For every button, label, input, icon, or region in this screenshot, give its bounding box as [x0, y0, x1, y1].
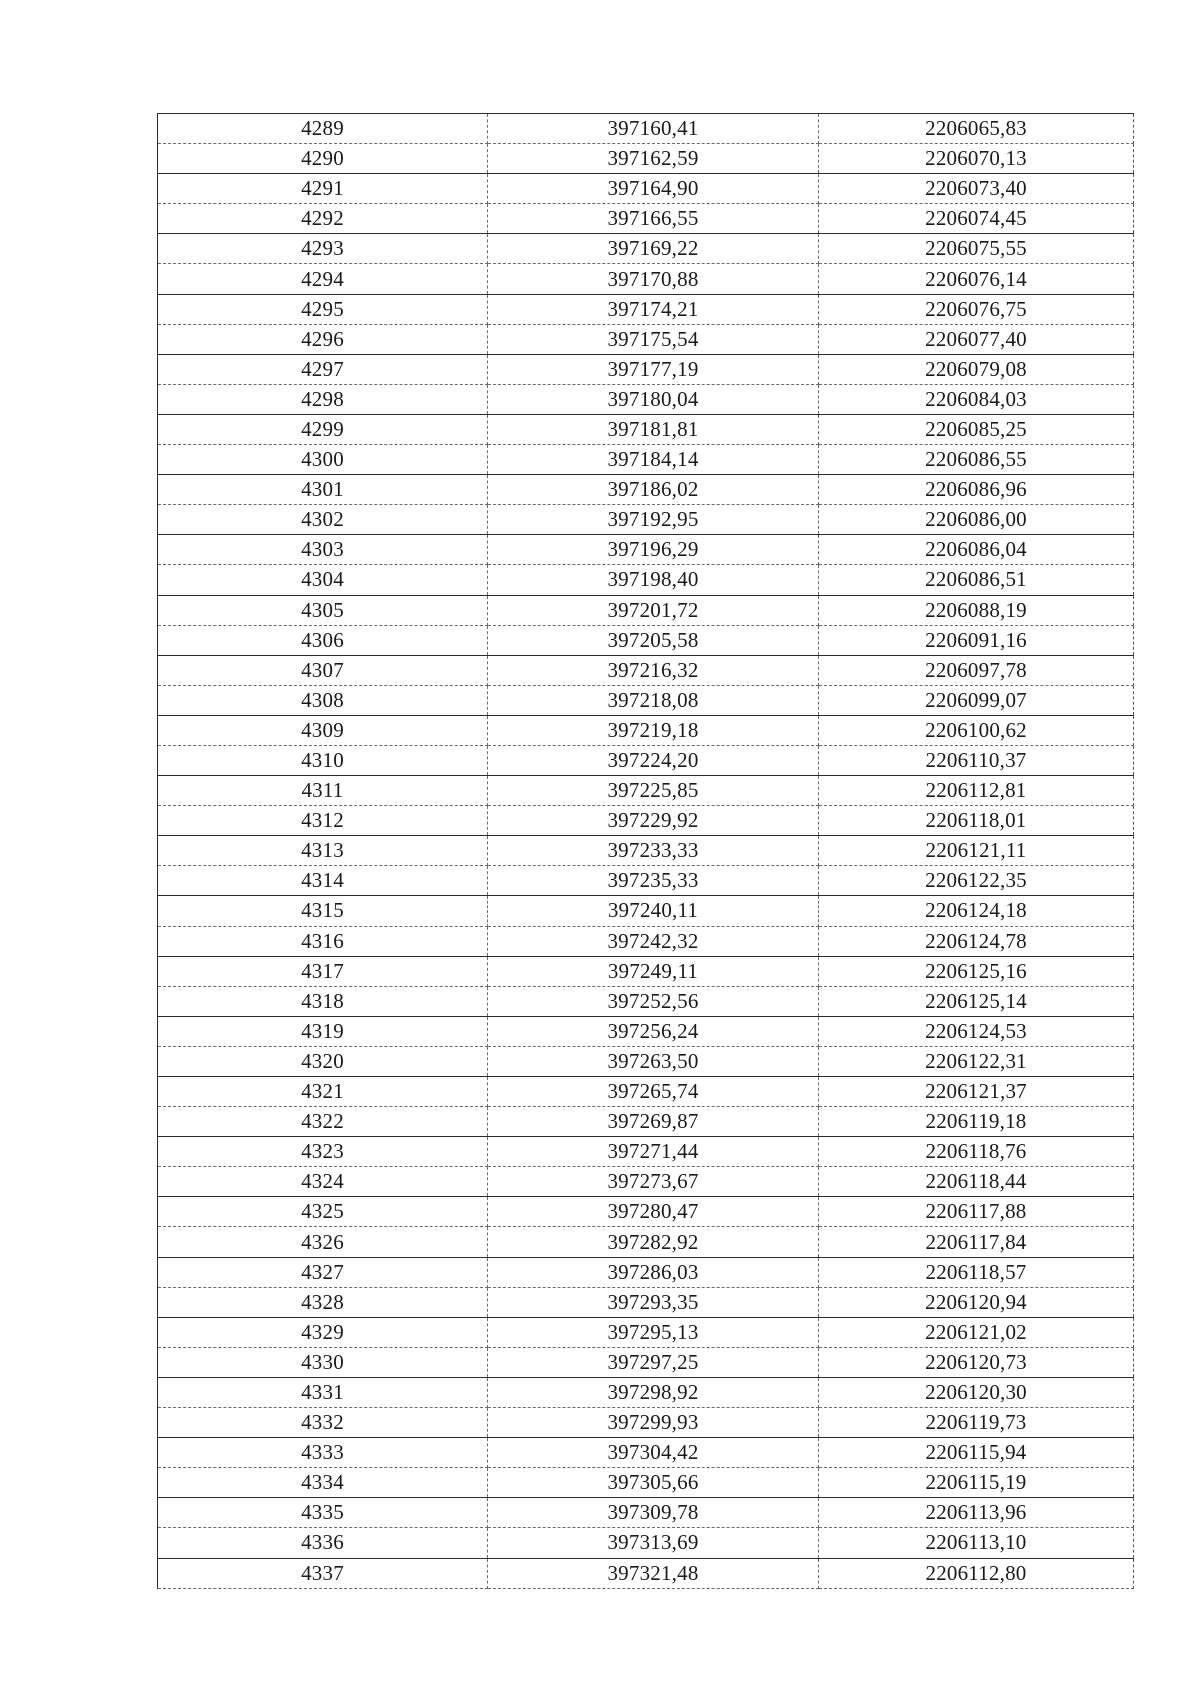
x-coordinate-cell: 397219,18: [488, 715, 819, 745]
point-number-cell: 4320: [158, 1046, 488, 1076]
y-coordinate-cell: 2206118,44: [819, 1167, 1134, 1197]
table-row: [158, 776, 1134, 806]
table-row: [158, 234, 1134, 264]
table-row: [158, 1498, 1134, 1528]
x-coordinate-cell: 397229,92: [488, 806, 819, 836]
y-coordinate-cell: 2206075,55: [819, 234, 1134, 264]
point-number-cell: 4326: [158, 1227, 488, 1257]
table-row: [158, 986, 1134, 1016]
y-coordinate-cell: 2206122,35: [819, 866, 1134, 896]
x-coordinate-cell: 397166,55: [488, 204, 819, 234]
point-number-cell: 4324: [158, 1167, 488, 1197]
y-coordinate-cell: 2206079,08: [819, 354, 1134, 384]
x-coordinate-cell: 397299,93: [488, 1408, 819, 1438]
point-number-cell: 4317: [158, 956, 488, 986]
table-row: [158, 324, 1134, 354]
point-number-cell: 4302: [158, 505, 488, 535]
point-number-cell: 4323: [158, 1137, 488, 1167]
point-number-cell: 4292: [158, 204, 488, 234]
point-number-cell: 4329: [158, 1317, 488, 1347]
y-coordinate-cell: 2206121,02: [819, 1317, 1134, 1347]
table-row: [158, 806, 1134, 836]
x-coordinate-cell: 397186,02: [488, 475, 819, 505]
y-coordinate-cell: 2206125,16: [819, 956, 1134, 986]
x-coordinate-cell: 397305,66: [488, 1468, 819, 1498]
point-number-cell: 4301: [158, 475, 488, 505]
x-coordinate-cell: 397218,08: [488, 685, 819, 715]
y-coordinate-cell: 2206124,18: [819, 896, 1134, 926]
point-number-cell: 4335: [158, 1498, 488, 1528]
coordinates-table-body: [158, 114, 1134, 1589]
table-row: [158, 174, 1134, 204]
point-number-cell: 4300: [158, 445, 488, 475]
point-number-cell: 4331: [158, 1377, 488, 1407]
table-row: [158, 414, 1134, 444]
table-row: [158, 866, 1134, 896]
x-coordinate-cell: 397295,13: [488, 1317, 819, 1347]
x-coordinate-cell: 397249,11: [488, 956, 819, 986]
table-row: [158, 836, 1134, 866]
table-row: [158, 1257, 1134, 1287]
table-row: [158, 1468, 1134, 1498]
x-coordinate-cell: 397256,24: [488, 1016, 819, 1046]
y-coordinate-cell: 2206097,78: [819, 655, 1134, 685]
y-coordinate-cell: 2206118,01: [819, 806, 1134, 836]
y-coordinate-cell: 2206110,37: [819, 745, 1134, 775]
y-coordinate-cell: 2206112,81: [819, 776, 1134, 806]
point-number-cell: 4307: [158, 655, 488, 685]
y-coordinate-cell: 2206124,78: [819, 926, 1134, 956]
point-number-cell: 4316: [158, 926, 488, 956]
table-row: [158, 595, 1134, 625]
x-coordinate-cell: 397174,21: [488, 294, 819, 324]
y-coordinate-cell: 2206113,96: [819, 1498, 1134, 1528]
table-row: [158, 1558, 1134, 1588]
x-coordinate-cell: 397271,44: [488, 1137, 819, 1167]
point-number-cell: 4312: [158, 806, 488, 836]
x-coordinate-cell: 397162,59: [488, 144, 819, 174]
y-coordinate-cell: 2206099,07: [819, 685, 1134, 715]
table-row: [158, 535, 1134, 565]
y-coordinate-cell: 2206113,10: [819, 1528, 1134, 1558]
table-row: [158, 896, 1134, 926]
point-number-cell: 4318: [158, 986, 488, 1016]
table-row: [158, 1317, 1134, 1347]
table-row: [158, 1377, 1134, 1407]
x-coordinate-cell: 397304,42: [488, 1438, 819, 1468]
table-row: [158, 1528, 1134, 1558]
y-coordinate-cell: 2206120,30: [819, 1377, 1134, 1407]
point-number-cell: 4304: [158, 565, 488, 595]
point-number-cell: 4321: [158, 1077, 488, 1107]
x-coordinate-cell: 397269,87: [488, 1107, 819, 1137]
x-coordinate-cell: 397297,25: [488, 1347, 819, 1377]
point-number-cell: 4294: [158, 264, 488, 294]
point-number-cell: 4305: [158, 595, 488, 625]
table-row: [158, 565, 1134, 595]
y-coordinate-cell: 2206117,84: [819, 1227, 1134, 1257]
table-row: [158, 655, 1134, 685]
point-number-cell: 4290: [158, 144, 488, 174]
point-number-cell: 4296: [158, 324, 488, 354]
table-row: [158, 715, 1134, 745]
point-number-cell: 4314: [158, 866, 488, 896]
y-coordinate-cell: 2206076,14: [819, 264, 1134, 294]
y-coordinate-cell: 2206065,83: [819, 114, 1134, 144]
x-coordinate-cell: 397282,92: [488, 1227, 819, 1257]
table-row: [158, 144, 1134, 174]
x-coordinate-cell: 397224,20: [488, 745, 819, 775]
x-coordinate-cell: 397298,92: [488, 1377, 819, 1407]
point-number-cell: 4313: [158, 836, 488, 866]
point-number-cell: 4319: [158, 1016, 488, 1046]
x-coordinate-cell: 397252,56: [488, 986, 819, 1016]
x-coordinate-cell: 397169,22: [488, 234, 819, 264]
y-coordinate-cell: 2206125,14: [819, 986, 1134, 1016]
x-coordinate-cell: 397242,32: [488, 926, 819, 956]
y-coordinate-cell: 2206091,16: [819, 625, 1134, 655]
y-coordinate-cell: 2206077,40: [819, 324, 1134, 354]
point-number-cell: 4298: [158, 384, 488, 414]
y-coordinate-cell: 2206073,40: [819, 174, 1134, 204]
table-row: [158, 1408, 1134, 1438]
x-coordinate-cell: 397181,81: [488, 414, 819, 444]
x-coordinate-cell: 397309,78: [488, 1498, 819, 1528]
point-number-cell: 4315: [158, 896, 488, 926]
point-number-cell: 4299: [158, 414, 488, 444]
point-number-cell: 4295: [158, 294, 488, 324]
x-coordinate-cell: 397286,03: [488, 1257, 819, 1287]
point-number-cell: 4309: [158, 715, 488, 745]
y-coordinate-cell: 2206084,03: [819, 384, 1134, 414]
point-number-cell: 4328: [158, 1287, 488, 1317]
y-coordinate-cell: 2206086,00: [819, 505, 1134, 535]
x-coordinate-cell: 397321,48: [488, 1558, 819, 1588]
table-row: [158, 1107, 1134, 1137]
table-row: [158, 926, 1134, 956]
y-coordinate-cell: 2206119,73: [819, 1408, 1134, 1438]
x-coordinate-cell: 397293,35: [488, 1287, 819, 1317]
point-number-cell: 4327: [158, 1257, 488, 1287]
x-coordinate-cell: 397198,40: [488, 565, 819, 595]
x-coordinate-cell: 397263,50: [488, 1046, 819, 1076]
x-coordinate-cell: 397180,04: [488, 384, 819, 414]
table-row: [158, 1167, 1134, 1197]
point-number-cell: 4325: [158, 1197, 488, 1227]
x-coordinate-cell: 397201,72: [488, 595, 819, 625]
table-row: [158, 114, 1134, 144]
table-row: [158, 354, 1134, 384]
coordinates-table: [157, 113, 1134, 1589]
y-coordinate-cell: 2206086,96: [819, 475, 1134, 505]
y-coordinate-cell: 2206074,45: [819, 204, 1134, 234]
table-row: [158, 745, 1134, 775]
x-coordinate-cell: 397233,33: [488, 836, 819, 866]
x-coordinate-cell: 397235,33: [488, 866, 819, 896]
y-coordinate-cell: 2206112,80: [819, 1558, 1134, 1588]
point-number-cell: 4330: [158, 1347, 488, 1377]
table-row: [158, 1137, 1134, 1167]
point-number-cell: 4310: [158, 745, 488, 775]
y-coordinate-cell: 2206120,94: [819, 1287, 1134, 1317]
table-row: [158, 505, 1134, 535]
table-row: [158, 1077, 1134, 1107]
table-row: [158, 625, 1134, 655]
y-coordinate-cell: 2206115,94: [819, 1438, 1134, 1468]
table-row: [158, 685, 1134, 715]
y-coordinate-cell: 2206118,76: [819, 1137, 1134, 1167]
y-coordinate-cell: 2206117,88: [819, 1197, 1134, 1227]
table-row: [158, 204, 1134, 234]
y-coordinate-cell: 2206086,51: [819, 565, 1134, 595]
table-row: [158, 1347, 1134, 1377]
table-row: [158, 294, 1134, 324]
point-number-cell: 4322: [158, 1107, 488, 1137]
point-number-cell: 4289: [158, 114, 488, 144]
point-number-cell: 4332: [158, 1408, 488, 1438]
point-number-cell: 4336: [158, 1528, 488, 1558]
x-coordinate-cell: 397164,90: [488, 174, 819, 204]
point-number-cell: 4311: [158, 776, 488, 806]
y-coordinate-cell: 2206122,31: [819, 1046, 1134, 1076]
point-number-cell: 4337: [158, 1558, 488, 1588]
y-coordinate-cell: 2206124,53: [819, 1016, 1134, 1046]
y-coordinate-cell: 2206119,18: [819, 1107, 1134, 1137]
y-coordinate-cell: 2206088,19: [819, 595, 1134, 625]
point-number-cell: 4308: [158, 685, 488, 715]
x-coordinate-cell: 397160,41: [488, 114, 819, 144]
x-coordinate-cell: 397240,11: [488, 896, 819, 926]
point-number-cell: 4297: [158, 354, 488, 384]
x-coordinate-cell: 397205,58: [488, 625, 819, 655]
table-row: [158, 1227, 1134, 1257]
x-coordinate-cell: 397184,14: [488, 445, 819, 475]
y-coordinate-cell: 2206120,73: [819, 1347, 1134, 1377]
y-coordinate-cell: 2206085,25: [819, 414, 1134, 444]
x-coordinate-cell: 397313,69: [488, 1528, 819, 1558]
table-row: [158, 384, 1134, 414]
point-number-cell: 4291: [158, 174, 488, 204]
x-coordinate-cell: 397196,29: [488, 535, 819, 565]
y-coordinate-cell: 2206086,55: [819, 445, 1134, 475]
table-row: [158, 475, 1134, 505]
x-coordinate-cell: 397175,54: [488, 324, 819, 354]
x-coordinate-cell: 397225,85: [488, 776, 819, 806]
x-coordinate-cell: 397177,19: [488, 354, 819, 384]
table-row: [158, 1197, 1134, 1227]
y-coordinate-cell: 2206118,57: [819, 1257, 1134, 1287]
y-coordinate-cell: 2206121,37: [819, 1077, 1134, 1107]
table-row: [158, 1438, 1134, 1468]
y-coordinate-cell: 2206086,04: [819, 535, 1134, 565]
table-row: [158, 956, 1134, 986]
x-coordinate-cell: 397216,32: [488, 655, 819, 685]
point-number-cell: 4293: [158, 234, 488, 264]
point-number-cell: 4306: [158, 625, 488, 655]
y-coordinate-cell: 2206100,62: [819, 715, 1134, 745]
x-coordinate-cell: 397192,95: [488, 505, 819, 535]
point-number-cell: 4303: [158, 535, 488, 565]
point-number-cell: 4334: [158, 1468, 488, 1498]
x-coordinate-cell: 397265,74: [488, 1077, 819, 1107]
x-coordinate-cell: 397280,47: [488, 1197, 819, 1227]
y-coordinate-cell: 2206115,19: [819, 1468, 1134, 1498]
y-coordinate-cell: 2206076,75: [819, 294, 1134, 324]
x-coordinate-cell: 397273,67: [488, 1167, 819, 1197]
table-row: [158, 1046, 1134, 1076]
x-coordinate-cell: 397170,88: [488, 264, 819, 294]
point-number-cell: 4333: [158, 1438, 488, 1468]
table-row: [158, 445, 1134, 475]
y-coordinate-cell: 2206121,11: [819, 836, 1134, 866]
table-row: [158, 1287, 1134, 1317]
table-row: [158, 1016, 1134, 1046]
y-coordinate-cell: 2206070,13: [819, 144, 1134, 174]
table-row: [158, 264, 1134, 294]
